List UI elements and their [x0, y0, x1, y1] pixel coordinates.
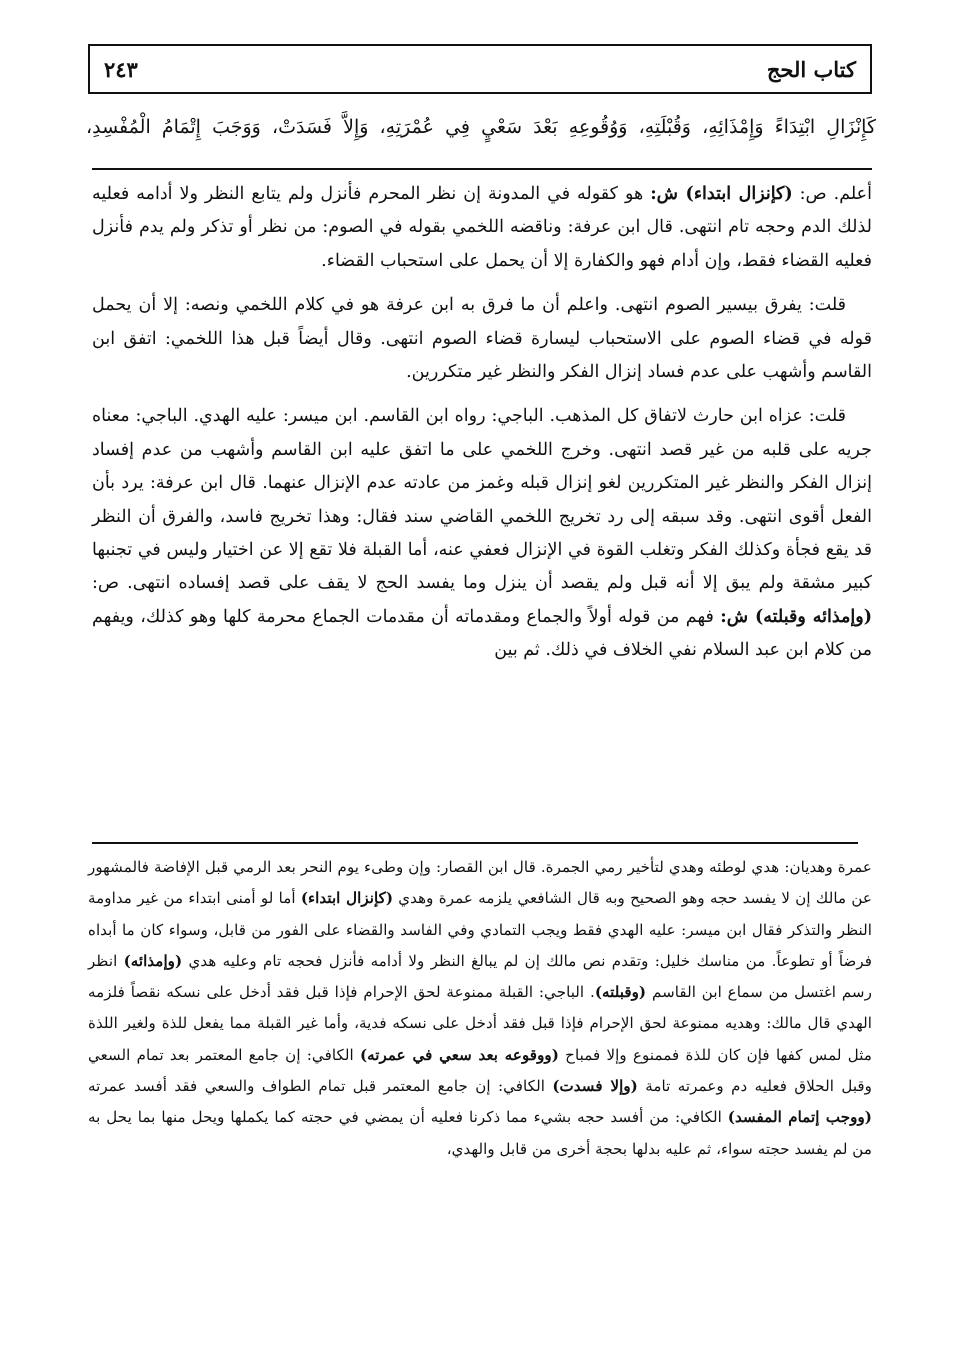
footnote-term: (ووقوعه بعد سعي في عمرته)	[359, 1045, 559, 1064]
commentary-paragraph-3: قلت: عزاه ابن حارث لاتفاق كل المذهب. الباجي: رواه ابن القاسم. ابن ميسر: عليه الهدي. الباجي: معناه جريه على قلبه من غير قصد انتهى. وخرج اللخمي على ما اتفق عليه ابن القاسم وأشهب من عدم إفساد إنزال الفكر والنظر غير المتكررين لغو إنزال قبله وغمز من عادته عدم الإنزال عنهما. قال ابن عرفة: يرد بأن الفعل أقوى انتهى. وقد سبقه إلى رد تخريج اللخمي القاضي سند فقال: وهذا تخريج فاسد، والفرق أن النظر قد يقع فجأة وكذلك الفكر وتغلب القوة في الإنزال فعفي عنه، أما القبلة فلا تقع إلا عن اختيار وليس في تجنبها كبير مشقة ولم يبق إلا أنه قبل ولم يقصد أن ينزل وما يفسد الحج لا يقف على قصد إفساده انتهى. ص: (وإمذائه وقبلته) ش: فهم من قوله أولاً والجماع ومقدماته أن مقدمات الجماع محرمة كلها وهو كذلك، ويفهم من كلام ابن عبد السلام نفي الخلاف في ذلك. ثم بين	[92, 406, 873, 661]
footnote-term: (وإلا فسدت)	[552, 1077, 638, 1096]
footnote-term: (ووجب إتمام المفسد)	[727, 1108, 872, 1127]
page-header	[88, 44, 872, 94]
matn-verse: كَإِنْزَالِ ابْتِدَاءً وَإِمْذَائِهِ، وَقُبْلَتِهِ، وَوُقُوعِهِ بَعْدَ سَعْيٍ فِي عُمْرَتِهِ، وَإِلاَّ فَسَدَتْ، وَوَجَبَ إِتْمَامُ الْمُفْسِدِ،	[86, 116, 876, 138]
chapter-title: كتاب الحج	[766, 56, 856, 82]
quoted-term: (وإمذائه وقبلته) ش:	[720, 606, 873, 627]
footnote-text: عمرة وهديان: هدي لوطئه وهدي لتأخير رمي الجمرة. قال ابن القصار: وإن وطىء يوم النحر بعد الرمي قبل الإفاضة فالمشهور عن مالك إن لا يفسد حجه وهو الصحيح وبه قال الشافعي يلزمه عمرة وهدي (كإنزال ابتداء) أما لو أمنى ابتداء من غير مداومة النظر والتذكر فقال ابن ميسر: عليه الهدي فقط ويجب التمادي وفي الفاسد والقضاء على الفور من قابل، وسواء كان ما أبداه فرضاً أو تطوعاً. من مناسك خليل: وتقدم نص مالك إن لم يبالغ النظر ولا أدامه فأنزل فحجه تام وعليه هدي (وإمذائه) انظر رسم اغتسل من سماع ابن القاسم (وقبلته). الباجي: القبلة ممنوعة لحق الإحرام فإذا قبل فقد أدخل على نسكه نقصاً فلزمه الهدي قال مالك: وهديه ممنوعة لحق الإحرام فإذا قبل فقد أدخل على نسكه فدية، وأما غير القبلة مما يفعل للذة ولغير اللذة مثل لمس كفها فإن كان للذة فممنوع وإلا فمباح (ووقوعه بعد سعي في عمرته) الكافي: إن جامع المعتمر بعد تمام السعي وقبل الحلاق فعليه دم وعمرته تامة (وإلا فسدت) الكافي: إن جامع المعتمر قبل تمام الطواف والسعي فقد أفسد عمرته (ووجب إتمام المفسد) الكافي: من أفسد حجه بشيء مما ذكرنا فعليه أن يمضي في حجته كما يكملها ويحل منها بما يحل به من لم يفسد حجته سواء، ثم عليه بدلها بحجة أخرى من قابل والهدي،	[88, 858, 872, 1158]
commentary-body	[92, 178, 872, 679]
page-number: ٢٤٣	[104, 56, 138, 82]
quoted-term: (كإنزال ابتداء) ش:	[650, 184, 793, 204]
commentary-paragraph-1: أعلم. ص: (كإنزال ابتداء) ش: هو كقوله في المدونة إن نظر المحرم فأنزل ولم يتابع النظر ولا أدامه فعليه لذلك الدم وحجه تام انتهى. قال ابن عرفة: وناقضه اللخمي بقوله في الصوم: من نظر أو تذكر ولم يدم فأنزل فعليه القضاء فقط، وإن أدام فهو والكفارة إلا أن يحمل على استحباب القضاء.	[92, 184, 872, 271]
divider-top	[92, 168, 872, 170]
footnote-term: (كإنزال ابتداء)	[300, 889, 394, 908]
footnote-term: (وإمذائه)	[123, 951, 183, 970]
footnote-term: (وقبلته)	[594, 983, 647, 1002]
commentary-paragraph-2: قلت: يفرق بيسير الصوم انتهى. واعلم أن ما فرق به ابن عرفة هو في كلام اللخمي ونصه: إلا أن يحمل قوله في قضاء الصوم على الاستحباب ليسارة قضاء الصوم انتهى. وقال أيضاً قبل هذا اللخمي: اتفق ابن القاسم وأشهب على عدم فساد إنزال الفكر والنظر غير متكررين.	[92, 295, 872, 383]
divider-footnote	[92, 842, 858, 844]
footnote-section	[88, 852, 872, 1165]
